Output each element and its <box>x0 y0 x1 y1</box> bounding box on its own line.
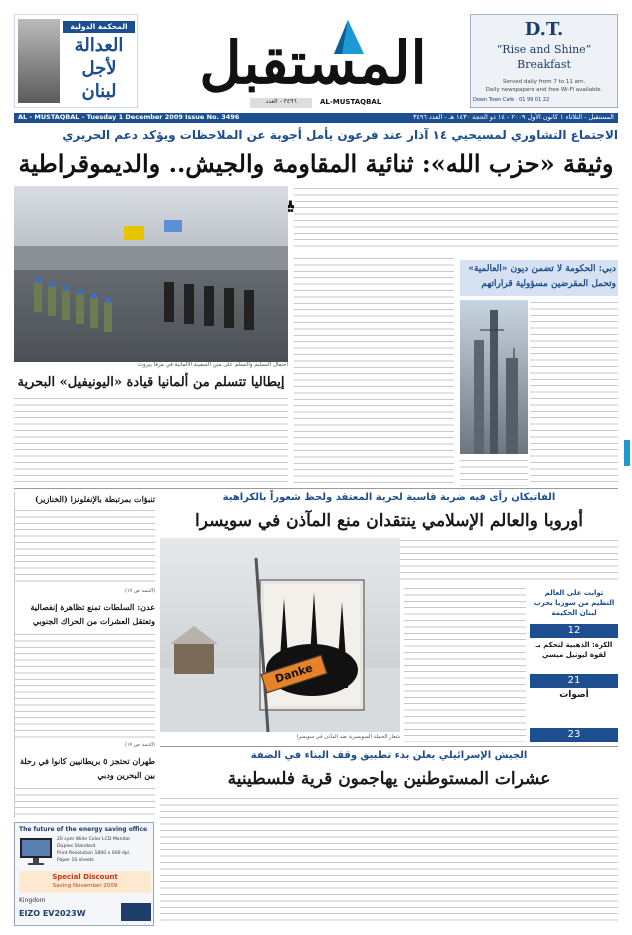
dubai-headline: دبي: الحكومة لا تضمن ديون «العالمية» وتحمل المقرضين مسؤولية قراراتهم <box>468 264 616 289</box>
eizo-promo <box>19 871 151 893</box>
bottom-kicker[interactable]: الجيش الإسرائيلي يعلن بدء تطبيق وقف البناء في الضفة <box>250 750 528 761</box>
eizo-spec-2: Duplex Standard <box>57 844 96 849</box>
brief-1-headline[interactable]: تنبؤات بمرتبطة بالإنفلونزا (الخنازير) <box>35 494 155 504</box>
lead-kicker[interactable]: الاجتماع التشاوري لمسيحيي ١٤ آذار عند فرعون يأمل أجوبة عن الملاحظات ويؤكد دعم الحريري <box>62 128 618 142</box>
date-bar <box>14 113 618 123</box>
swiss-caption: شعار الحملة السويسرية ضد المآذن في سويسرا <box>296 734 400 740</box>
index-item-2-text[interactable]: أصوات <box>559 690 589 700</box>
breakfast-ad[interactable] <box>470 14 618 108</box>
eizo-logo-icon <box>121 903 151 921</box>
lead-body-middle <box>294 256 454 486</box>
bottom-body <box>160 796 618 924</box>
bottom-headline[interactable]: عشرات المستوطنين يهاجمون قرية فلسطينية <box>227 769 551 789</box>
stl-sidebar-title-2: لأجل <box>81 58 117 79</box>
left-column <box>14 492 154 818</box>
index-box <box>530 586 618 742</box>
danke-text: Danke <box>273 661 315 686</box>
minaret-poster-photo <box>160 538 400 732</box>
index-item-1-text[interactable]: الكرة: الذهبية لتحكم بـ لقوة ليونيل ميسي <box>535 641 613 659</box>
eizo-ad-title: The future of the energy saving office <box>19 826 148 833</box>
swiss-body-right <box>404 586 526 742</box>
ad-title: Breakfast <box>517 58 571 71</box>
brief-2-headline[interactable]: عدن: السلطات تمنع تظاهرة إنفصالية وتعتقل العشرات من الحراك الجنوبي <box>30 602 155 626</box>
dubai-headline-box[interactable] <box>460 260 618 296</box>
stl-sidebar-title-3: لبنان <box>81 81 117 102</box>
unifil-ceremony-photo <box>14 186 288 362</box>
index-item-2-num: 21 <box>530 674 618 688</box>
unifil-body <box>14 396 288 486</box>
swiss-kicker[interactable]: الفاتيكان رأى فيه ضربة قاسية لحرية المعتقد ولحظ شعوراً بالكراهية <box>222 492 556 503</box>
brief-3-headline[interactable]: طهران تحتجز ٥ بريطانيين كانوا في رحلة بين البحرين ودبي <box>19 756 155 780</box>
eizo-model: EIZO EV2023W <box>19 909 86 918</box>
brief-3-body <box>15 786 155 818</box>
stl-sidebar-title-1: العدالة <box>74 35 124 56</box>
brief-1-cont: (التتمة ص ١٧) <box>124 588 155 594</box>
logo-latin: AL-MUSTAQBAL <box>320 98 382 106</box>
eizo-spec-3: Print Resolution 1800 x 600 dpi <box>57 851 130 856</box>
ad-quote: “Rise and Shine” <box>496 43 592 56</box>
issue-small: ٣٤٩٦ - العدد <box>250 98 312 108</box>
dubai-body <box>530 300 618 486</box>
index-lead[interactable]: توابت على العالم التظيم من سوريا بحرب لبنان الحكيمة <box>533 589 615 617</box>
stl-sidebar-label: المحكمة الدولية <box>63 21 135 33</box>
dubai-body-left <box>460 458 528 486</box>
lead-body-columns <box>294 186 618 252</box>
swiss-headline[interactable]: أوروبا والعالم الإسلامي ينتقدان منع المآذن في سويسرا <box>194 511 584 531</box>
eizo-brand: Kingdom <box>19 897 46 904</box>
date-english: AL - MUSTAQBAL - Tuesday 1 December 2009 Issue No. 3496 <box>18 113 240 121</box>
ad-brand: D.T. <box>524 19 564 40</box>
dubai-towers-photo <box>460 300 528 454</box>
hariri-portrait-photo <box>18 19 60 103</box>
logo-arabic: المستقبل <box>199 29 427 97</box>
divider-1 <box>14 488 618 489</box>
eizo-spec-4: Paper 10 sheets <box>57 858 94 863</box>
eizo-promo-line-1: Special Discount <box>52 873 118 881</box>
monitor-icon <box>19 837 53 867</box>
date-arabic: المستقبل - الثلاثاء ١ كانون الأول ٢٠٠٩ - ١٤ ذو الحجة ١٤٣٠ هـ - العدد ٣٤٩٦ <box>412 113 614 121</box>
eizo-ad[interactable] <box>14 822 154 926</box>
unifil-headline[interactable]: إيطاليا تتسلم من ألمانيا قيادة «اليونيفيل» البحرية <box>17 375 285 390</box>
masthead-logo <box>170 14 452 110</box>
brief-2-cont: (التتمة ص ١٧) <box>124 742 155 748</box>
edge-accent <box>624 440 630 466</box>
brief-2-body <box>15 632 155 740</box>
index-item-1-num: 12 <box>530 624 618 638</box>
index-item-3-num: 23 <box>530 728 618 742</box>
divider-2 <box>160 746 618 747</box>
ad-line-2: Daily newspapers and free Wi-Fi available. <box>485 87 603 93</box>
eizo-spec-1: 20 cpm Wide Color LCD Monitor <box>57 837 131 842</box>
stl-sidebar[interactable] <box>14 14 138 108</box>
lead-headline[interactable]: وثيقة «حزب الله»: ثنائية المقاومة والجيش.. والديموقراطية <box>18 149 614 178</box>
masthead <box>0 0 632 112</box>
ad-line-1: Served daily from 7 to 11 am. <box>502 79 586 85</box>
brief-1-body <box>15 508 155 586</box>
unifil-caption: احتفال التسليم والتسلم على متن السفينة الألمانية في مرفأ بيروت <box>137 362 288 368</box>
eizo-promo-line-2: Saving November 2009 <box>52 883 118 889</box>
ad-contact: Down Town Cafe · 01 99 01 22 <box>473 97 550 103</box>
